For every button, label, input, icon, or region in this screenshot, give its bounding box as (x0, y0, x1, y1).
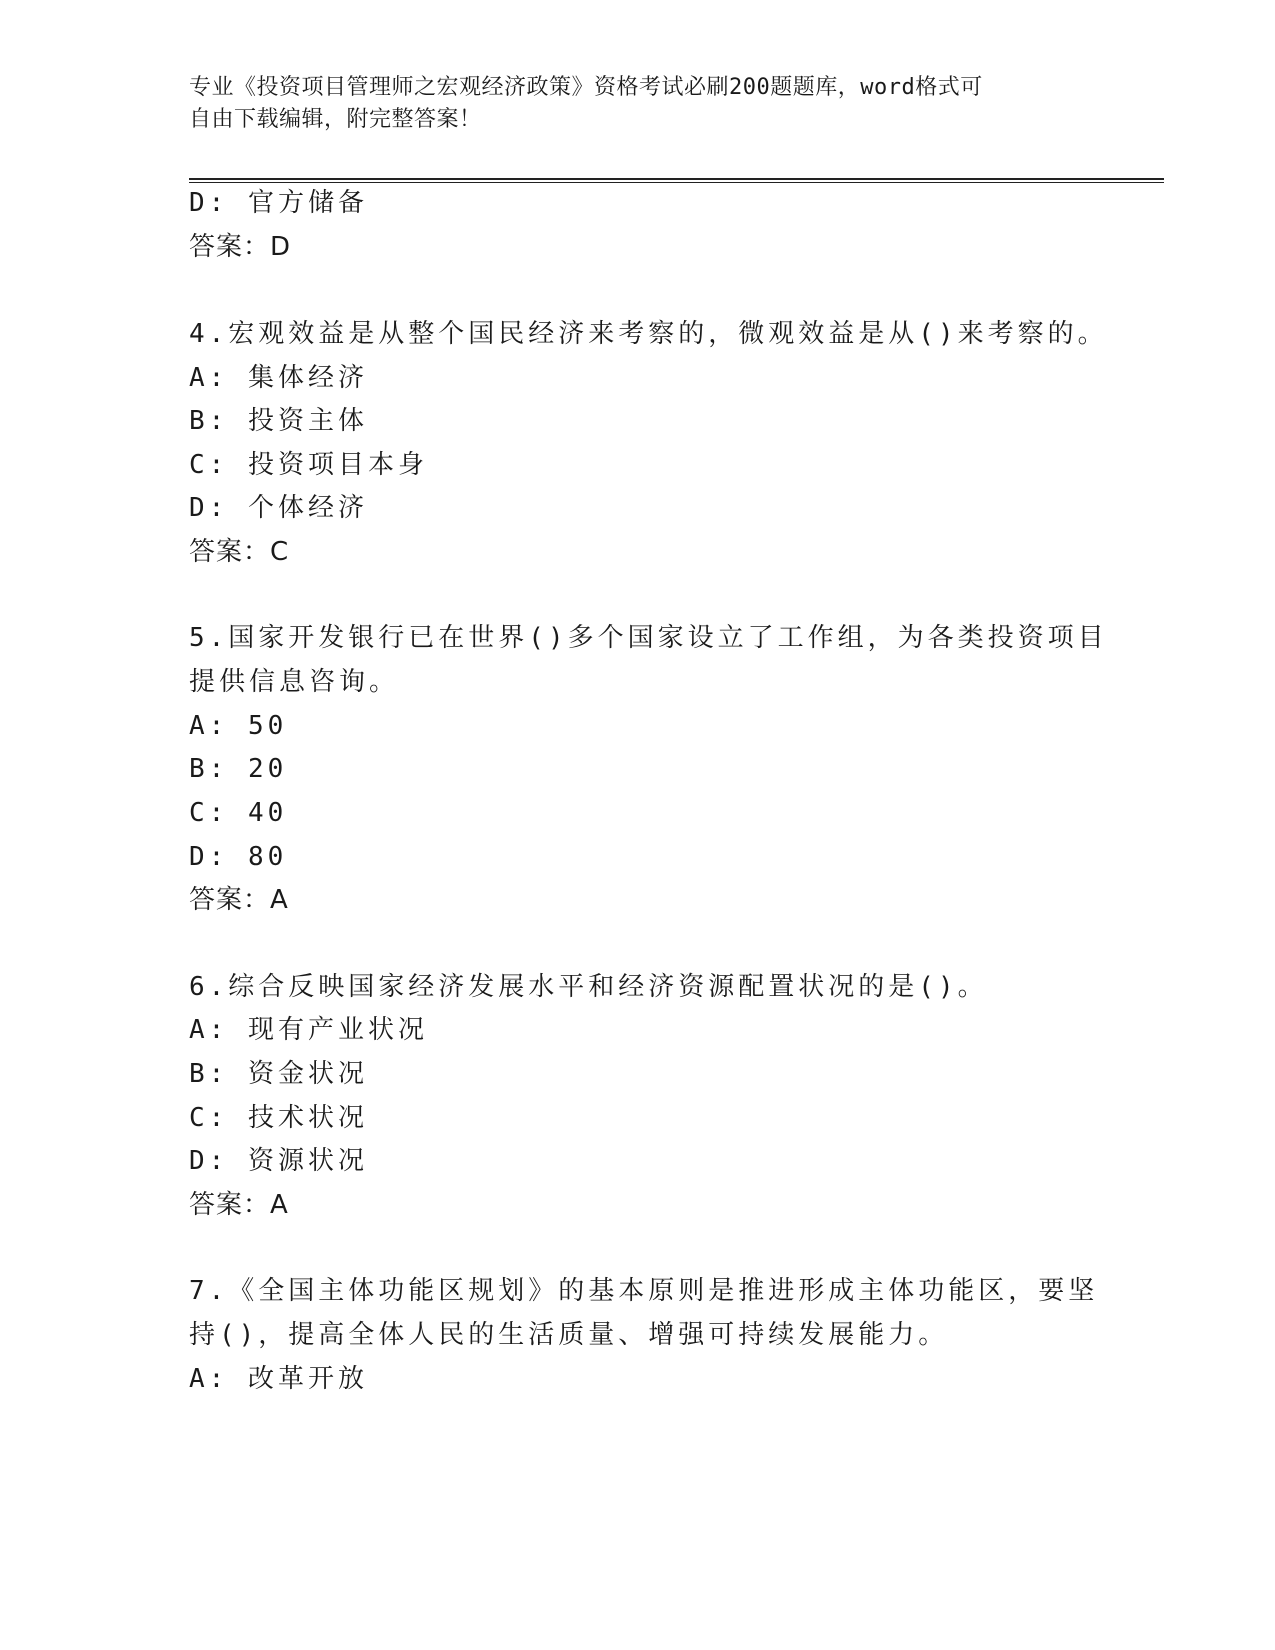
q3-answer: 答案：D (189, 232, 292, 262)
q4-option-c: C: 投资项目本身 (189, 450, 428, 480)
q5-option-c: C: 40 (189, 798, 288, 828)
q4-answer: 答案：C (189, 537, 290, 567)
q5-stem-line-2: 提供信息咨询。 (189, 667, 400, 697)
q5-answer: 答案：A (189, 885, 289, 915)
q7-stem-line-1: 7.《全国主体功能区规划》的基本原则是推进形成主体功能区，要坚 (189, 1276, 1099, 1306)
q4-option-b: B: 投资主体 (189, 406, 368, 436)
q6-stem: 6.综合反映国家经济发展水平和经济资源配置状况的是()。 (189, 972, 988, 1002)
header-line-2: 自由下载编辑，附完整答案！ (189, 107, 482, 132)
q5-stem-line-1: 5.国家开发银行已在世界()多个国家设立了工作组，为各类投资项目 (189, 623, 1108, 653)
q6-option-a: A: 现有产业状况 (189, 1015, 428, 1045)
q5-option-b: B: 20 (189, 754, 288, 784)
document-header (189, 72, 1069, 136)
q7-stem-line-2: 持()，提高全体人民的生活质量、增强可持续发展能力。 (189, 1320, 949, 1350)
q7-option-a: A: 改革开放 (189, 1364, 368, 1394)
q6-option-d: D: 资源状况 (189, 1146, 368, 1176)
header-divider (189, 178, 1164, 183)
q6-answer: 答案：A (189, 1190, 289, 1220)
q3-option-d: D: 官方储备 (189, 188, 368, 218)
q4-option-d: D: 个体经济 (189, 493, 368, 523)
header-line-1: 专业《投资项目管理师之宏观经济政策》资格考试必刷200题题库，word格式可 (189, 75, 983, 100)
q4-stem: 4.宏观效益是从整个国民经济来考察的，微观效益是从()来考察的。 (189, 319, 1108, 349)
q6-option-c: C: 技术状况 (189, 1103, 368, 1133)
q5-option-d: D: 80 (189, 842, 288, 872)
q4-option-a: A: 集体经济 (189, 363, 368, 393)
q5-option-a: A: 50 (189, 711, 288, 741)
q6-option-b: B: 资金状况 (189, 1059, 368, 1089)
